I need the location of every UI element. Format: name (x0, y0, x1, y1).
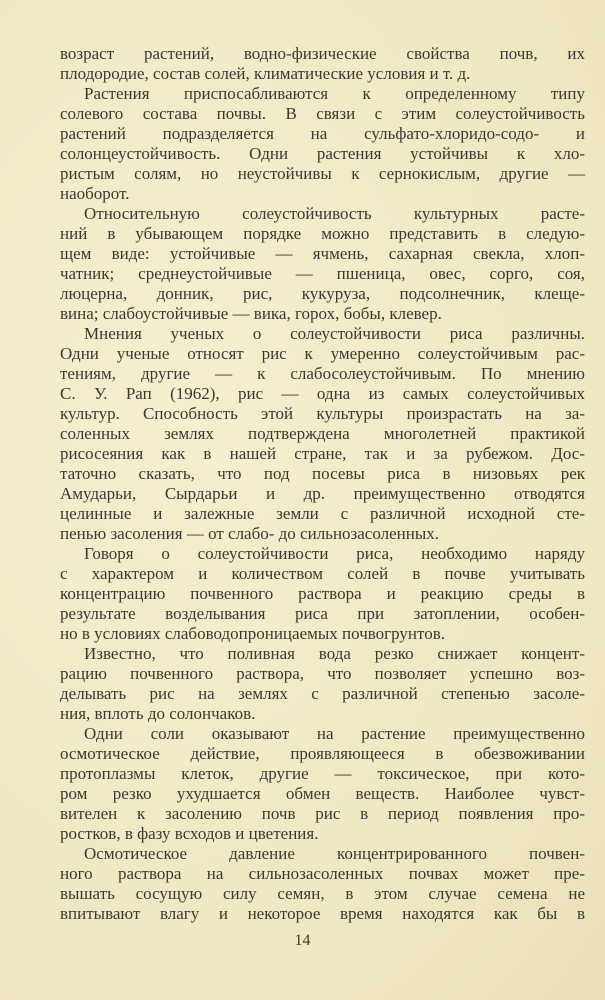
text-line: Известно, что поливная вода резко снижает концент- (84, 644, 585, 663)
text-line: делывать рис на землях с различной степенью засоле- (60, 684, 585, 703)
page-body (60, 44, 585, 924)
text-line: ний в убывающем порядке можно представить в следую- (60, 224, 585, 243)
text-line: пенью засоления — от слабо- до сильнозасоленных. (60, 524, 440, 543)
text-line: тениям, другие — к слабосолеустойчивым. По мнению (60, 364, 585, 383)
text-line: Одни соли оказывают на растение преимущественно (84, 724, 585, 743)
text-line: Амударьи, Сырдарьи и др. преимущественно отводятся (60, 484, 585, 503)
text-line: культур. Способность этой культуры произрастать на за- (60, 404, 585, 423)
paragraph (60, 84, 585, 204)
text-line: растений подразделяется на сульфато-хлоридо-содо- и (60, 124, 585, 143)
text-line: ния, вплоть до солончаков. (60, 704, 256, 723)
text-line: вителен к засолению почв рис в период появления про- (60, 804, 585, 823)
paragraph (60, 724, 585, 844)
paragraph (60, 644, 585, 724)
text-line: рацию почвенного раствора, что позволяет успешно воз- (60, 664, 585, 683)
text-line: впитывают влагу и некоторое время находятся как бы в (60, 904, 585, 923)
text-line: чатник; среднеустойчивые — пшеница, овес, сорго, соя, (60, 264, 585, 283)
paragraph (60, 324, 585, 544)
text-line: протоплазмы клеток, другие — токсическое, при кото- (60, 764, 585, 783)
text-line: возраст растений, водно-физические свойства почв, их (60, 44, 585, 63)
text-line: наоборот. (60, 184, 130, 203)
text-line: осмотическое действие, проявляющееся в обезвоживании (60, 744, 585, 763)
text-line: ного раствора на сильнозасоленных почвах может пре- (60, 864, 585, 883)
text-line: вина; слабоустойчивые — вика, горох, бобы, клевер. (60, 304, 442, 323)
text-line: но в условиях слабоводопроницаемых почвогрунтов. (60, 624, 445, 643)
text-line: ростков, в фазу всходов и цветения. (60, 824, 319, 843)
text-line: С. У. Рап (1962), рис — одна из самых солеустойчивых (60, 384, 585, 403)
text-line: щем виде: устойчивые — ячмень, сахарная свекла, хлоп- (60, 244, 585, 263)
text-line: ристым солям, но неустойчивы к сернокислым, другие — (60, 164, 585, 183)
paragraph (60, 204, 585, 324)
text-line: Говоря о солеустойчивости риса, необходимо наряду (84, 544, 585, 563)
text-line: с характером и количеством солей в почве учитывать (60, 564, 585, 583)
text-line: таточно сказать, что под посевы риса в низовьях рек (60, 464, 585, 483)
text-line: ром резко ухудшается обмен веществ. Наиболее чувст- (60, 784, 585, 803)
text-line: соленных землях подтверждена многолетней практикой (60, 424, 585, 443)
text-line: плодородие, состав солей, климатические условия и т. д. (60, 64, 471, 83)
text-line: результате возделывания риса при затоплении, особен- (60, 604, 585, 623)
text-line: Мнения ученых о солеустойчивости риса различны. (84, 324, 585, 343)
text-line: целинные и залежные земли с различной исходной сте- (60, 504, 585, 523)
text-line: Растения приспосабливаются к определенному типу (84, 84, 585, 103)
text-line: Осмотическое давление концентрированного почвен- (84, 844, 585, 863)
text-line: солонцеустойчивость. Одни растения устойчивы к хло- (60, 144, 585, 163)
paragraph (60, 544, 585, 644)
text-line: люцерна, донник, рис, кукуруза, подсолнечник, клеще- (60, 284, 585, 303)
paragraph (60, 44, 585, 84)
text-line: рисосеяния как в нашей стране, так и за рубежом. Дос- (60, 444, 585, 463)
paragraph (60, 844, 585, 924)
page-number: 14 (294, 932, 311, 949)
text-line: вышать сосущую силу семян, в этом случае семена не (60, 884, 585, 903)
text-line: Одни ученые относят рис к умеренно солеустойчивым рас- (60, 344, 585, 363)
text-line: Относительную солеустойчивость культурных расте- (84, 204, 585, 223)
text-line: солевого состава почвы. В связи с этим солеустойчивость (60, 104, 585, 123)
text-line: концентрацию почвенного раствора и реакцию среды в (60, 584, 585, 603)
